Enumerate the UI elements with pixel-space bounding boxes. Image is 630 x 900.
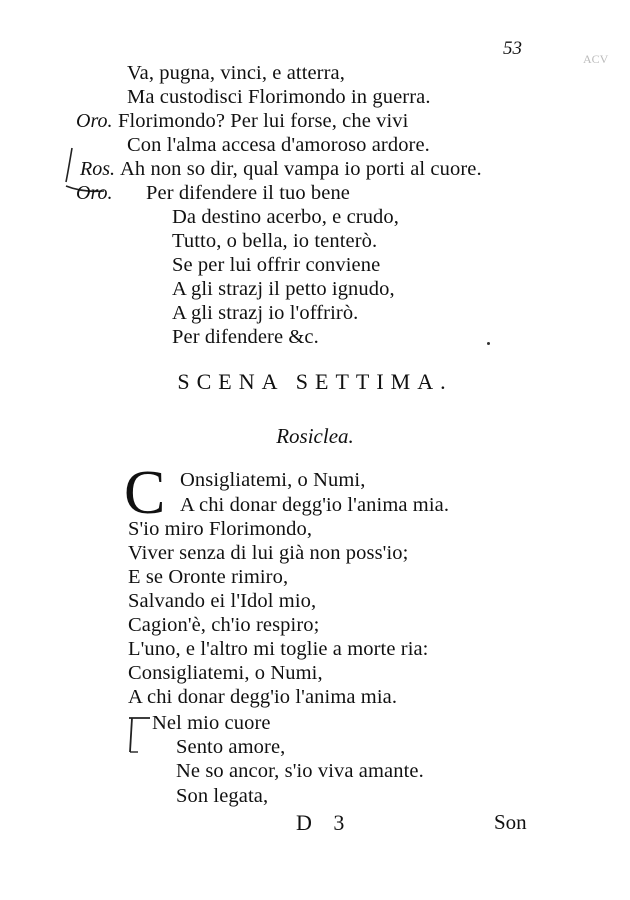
verse-line: E se Oronte rimiro, bbox=[128, 566, 289, 588]
scene-heading: SCENA SETTIMA. bbox=[177, 369, 453, 394]
verse-line: Per difendere il tuo bene bbox=[146, 182, 351, 204]
verse-line: Con l'alma accesa d'amoroso ardore. bbox=[127, 134, 430, 156]
verse-line: Ne so ancor, s'io viva amante. bbox=[176, 760, 424, 782]
verse-line: Ma custodisci Florimondo in guerra. bbox=[127, 86, 431, 108]
verse-line: Son legata, bbox=[176, 785, 269, 807]
page-number: 53 bbox=[503, 38, 522, 59]
verse-line: A gli strazj io l'offrirò. bbox=[172, 302, 359, 324]
verse-line: Salvando ei l'Idol mio, bbox=[128, 590, 317, 612]
speaker-label: Oro. bbox=[76, 110, 113, 132]
verse-line: Onsigliatemi, o Numi, bbox=[180, 469, 366, 491]
verse-line: Consigliatemi, o Numi, bbox=[128, 662, 323, 684]
signature-mark: D 3 bbox=[296, 810, 353, 835]
drop-cap: C bbox=[124, 459, 166, 527]
verse-line: Florimondo? Per lui forse, che vivi bbox=[118, 110, 409, 132]
verse-line: Tutto, o bella, io tenterò. bbox=[172, 230, 378, 252]
verse-line: Va, pugna, vinci, e atterra, bbox=[127, 62, 345, 84]
verse-line: Se per lui offrir conviene bbox=[172, 254, 381, 276]
verse-line: Da destino acerbo, e crudo, bbox=[172, 206, 399, 228]
verse-line: A chi donar degg'io l'anima mia. bbox=[128, 686, 398, 708]
library-stamp: ACV bbox=[583, 52, 609, 66]
verse-line: A gli strazj il petto ignudo, bbox=[172, 278, 395, 300]
speaker-label: Oro. bbox=[76, 182, 113, 204]
speaker-label: Ros. bbox=[80, 158, 115, 180]
verse-line: Ah non so dir, qual vampa io porti al cuore. bbox=[120, 158, 482, 180]
verse-line: Per difendere &c. bbox=[172, 326, 319, 348]
ink-speck bbox=[487, 342, 490, 345]
verse-line: Viver senza di lui già non poss'io; bbox=[128, 542, 409, 564]
character-name: Rosiclea. bbox=[276, 424, 354, 448]
verse-line: Sento amore, bbox=[176, 736, 286, 758]
verse-line: Nel mio cuore bbox=[152, 712, 271, 734]
verse-line: L'uno, e l'altro mi toglie a morte ria: bbox=[128, 638, 429, 660]
verse-line: A chi donar degg'io l'anima mia. bbox=[180, 494, 450, 516]
verse-line: S'io miro Florimondo, bbox=[128, 518, 313, 540]
catchword: Son bbox=[494, 810, 527, 834]
verse-line: Cagion'è, ch'io respiro; bbox=[128, 614, 320, 636]
